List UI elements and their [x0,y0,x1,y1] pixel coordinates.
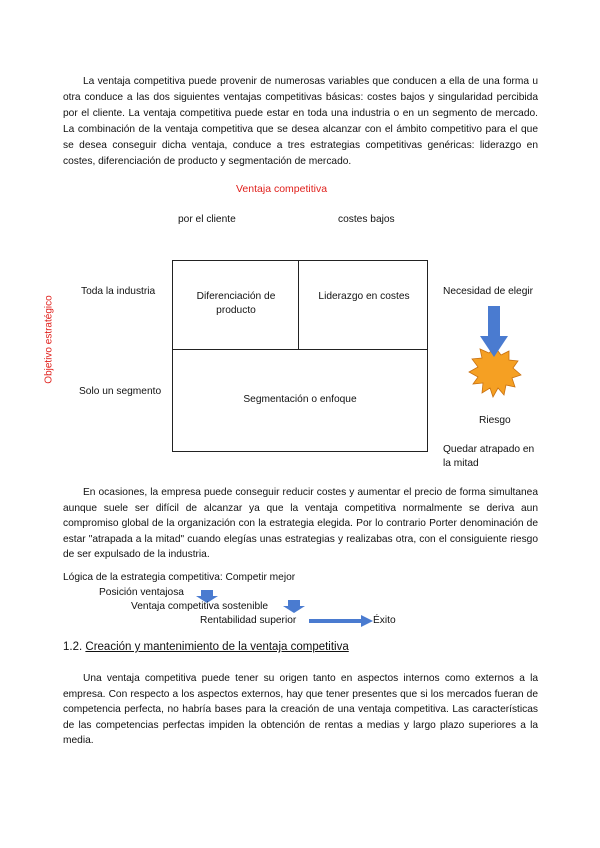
section-title: Creación y mantenimiento de la ventaja competitiva [85,641,349,653]
risk-graphic [455,300,535,408]
matrix-horizontal-divider [172,349,428,350]
third-paragraph: Una ventaja competitiva puede tener su origen tanto en aspectos internos como externos a la empresa. Con respecto a los aspectos externos, hay que tener presentes que si los mercados fueran de competencia perfecta, no habría bases para la creación de una ventaja competitiva. Las características de las competencias perfectas impiden la obtención de rentas a medias y largo plazo superiores a la media. [63,673,538,746]
logic-line-1: Lógica de la estrategia competitiva: Competir mejor [63,572,296,583]
second-paragraph: En ocasiones, la empresa puede conseguir reducir costes y aumentar el precio de forma simultanea aunque suele ser difícil de alcanzar ya que la ventaja competitiva normalmente se deriva aun compromiso global de la organización con la estrategia elegida. Por lo contrario Porter denominación de estar "atrapada a la mitad" cuando elegías unas estrategias y realizabas otra, con el consiguiente riesgo de ser expulsado de la industria. [63,487,538,560]
logic-line-2: Posición ventajosa [99,587,184,598]
atrapado-label: Quedar atrapado en la mitad [443,444,535,469]
right-arrow-icon [309,615,373,627]
column-label-left: por el cliente [178,214,236,225]
riesgo-label: Riesgo [479,415,511,426]
logic-line-3: Ventaja competitiva sostenible [131,601,269,612]
section-heading [63,641,349,653]
cell-diferenciacion: Diferenciación de producto [196,291,276,316]
section-number: 1.2. [63,641,83,653]
logic-line-5: Éxito [373,615,396,626]
strategy-matrix [172,260,428,452]
matrix-vertical-divider [298,260,299,350]
diagram-title: Ventaja competitiva [236,183,328,195]
necesidad-label: Necesidad de elegir [443,286,534,297]
cell-liderazgo: Liderazgo en costes [318,291,410,302]
intro-paragraph: La ventaja competitiva puede provenir de numerosas variables que conducen a ella de una forma u otra conduce a las dos siguientes ventajas competitivas básicas: costes bajos y singularidad percibida por el cliente. La ventaja competitiva puede estar en toda una industria o en un segmento de mercado. La combinación de la ventaja competitiva que se desea alcanzar con el ámbito competitivo para el que se desea conseguir dicha ventaja, conduce a tres estrategias competitivas genéricas: liderazgo en costes, diferenciación de producto y segmentación de mercado. [63,76,538,167]
logic-line-4: Rentabilidad superior [200,615,297,626]
vertical-axis-label: Objetivo estratégico [43,295,55,384]
down-arrow-icon-2 [282,600,308,614]
column-label-right: costes bajos [338,214,395,225]
cell-segmentacion: Segmentación o enfoque [243,394,357,405]
row-label-bottom: Solo un segmento [79,386,162,397]
row-label-top: Toda la industria [81,286,156,297]
